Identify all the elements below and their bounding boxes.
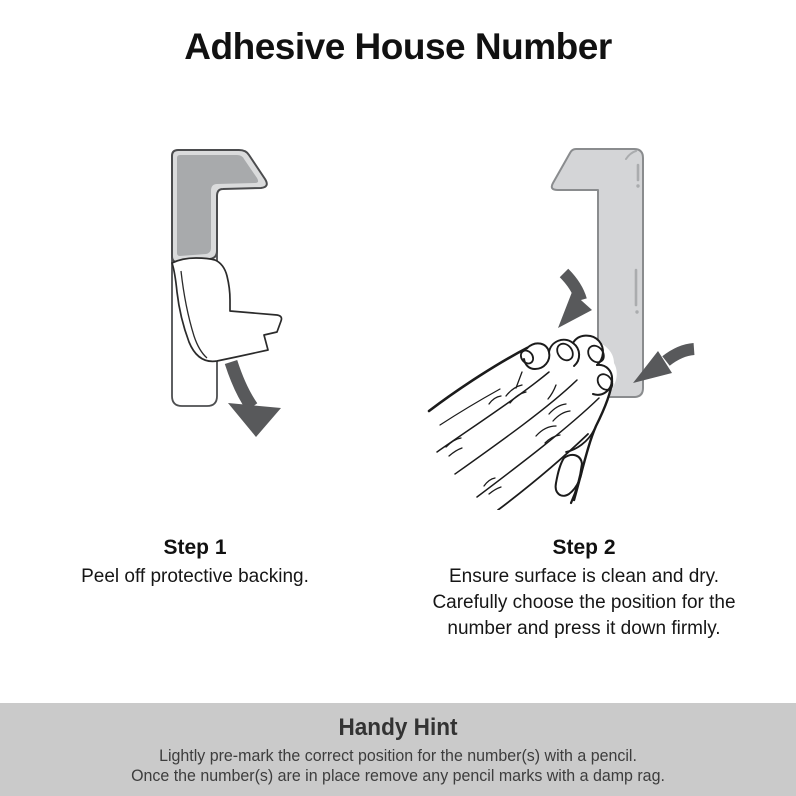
handy-hint-band (0, 703, 796, 796)
peel-arrow-shaft (231, 362, 252, 407)
handy-hint-content (24, 703, 772, 785)
press-arrow-right-shaft (666, 349, 694, 361)
step2-text (404, 536, 764, 642)
handy-hint-line1: Lightly pre-mark the correct position for the number(s) with a pencil. (159, 746, 637, 765)
step1-text (15, 536, 375, 590)
peel-arrow-head (228, 403, 281, 437)
hand-silhouette (430, 337, 617, 505)
handy-hint-line2: Once the number(s) are in place remove any pencil marks with a damp rag. (131, 765, 665, 785)
step1-label: Step 1 (163, 536, 227, 559)
step1-illustration (140, 138, 320, 450)
step2-instruction-line3: number and press it down firmly. (447, 618, 721, 639)
hand-icon (429, 336, 617, 510)
step2-label: Step 2 (552, 536, 616, 559)
handy-hint-title: Handy Hint (338, 714, 458, 741)
step2-instruction-line1: Ensure surface is clean and dry. (448, 566, 719, 587)
press-arrow-left-head (558, 292, 592, 328)
step2-instruction-line2: Carefully choose the position for the (432, 592, 736, 613)
peel-backing-illustration (140, 138, 320, 450)
press-number-illustration (420, 138, 710, 510)
step2-illustration (420, 138, 710, 510)
step1-instruction: Peel off protective backing. (81, 566, 309, 587)
page-title: Adhesive House Number (184, 26, 612, 67)
